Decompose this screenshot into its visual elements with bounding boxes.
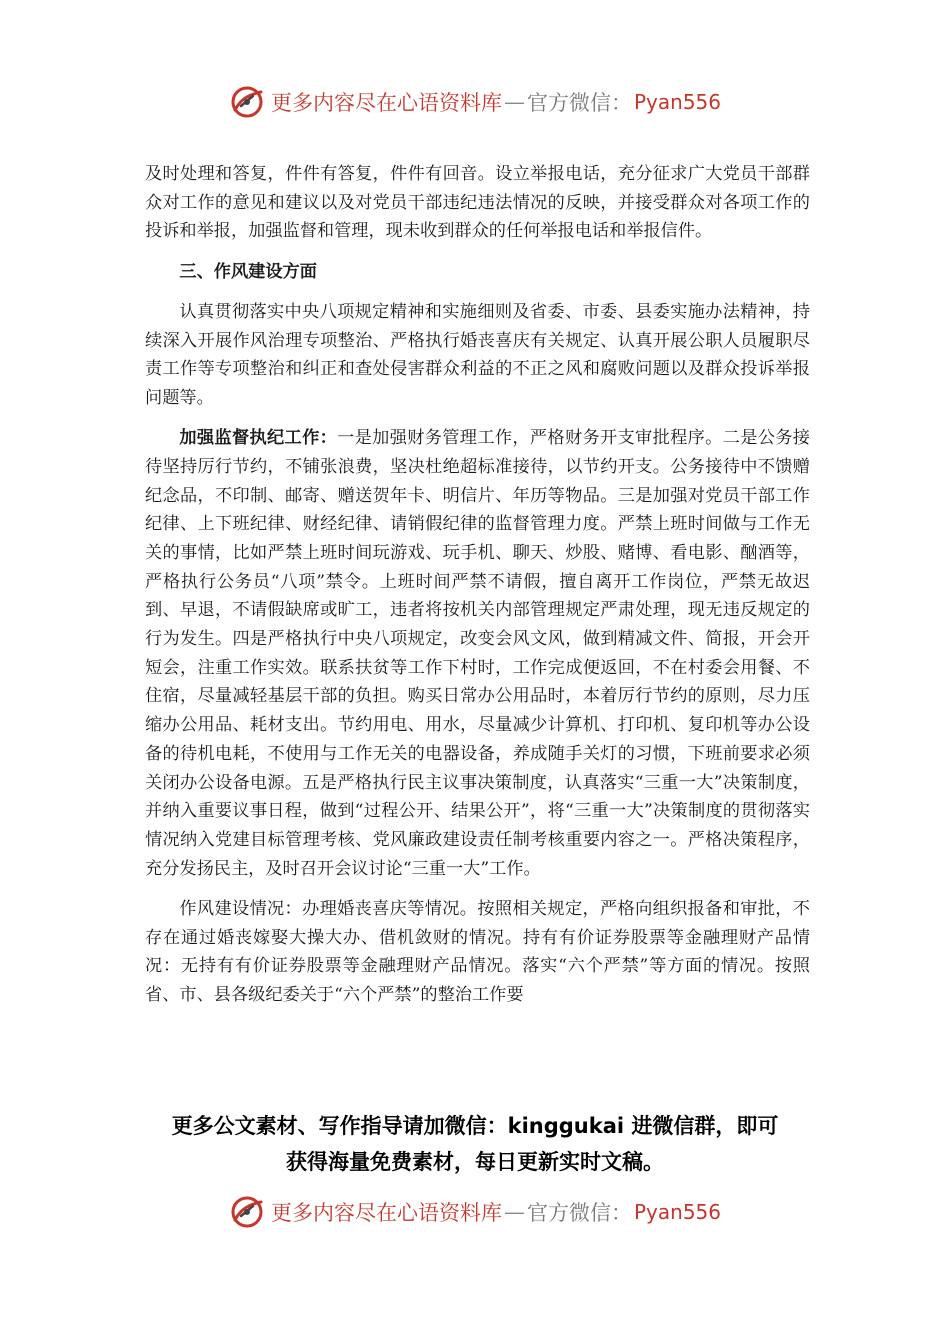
paragraph-2-lead: 加强监督执纪工作： xyxy=(179,428,338,449)
brand-logo-icon xyxy=(229,1194,265,1230)
footer-separator: — xyxy=(503,1200,525,1224)
paragraph-3: 作风建设情况：办理婚丧喜庆等情况。按照相关规定，严格向组织报备和审批，不存在通过婚丧嫁娶大操大办、借机敛财的情况。持有有价证券股票等金融理财产品情况：无持有有价证券股票等金融理财产品情况。落实“六个严禁”等方面的情况。按照省、市、县各级纪委关于“六个严禁”的整治工作要 xyxy=(145,898,810,1005)
paragraph-1: 认真贯彻落实中央八项规定精神和实施细则及省委、市委、县委实施办法精神，持续深入开展作风治理专项整治、严格执行婚丧喜庆有关规定、认真开展公职人员履职尽责工作等专项整治和纠正和查处侵害群众利益的不正之风和腐败问题以及群众投诉举报问题等。 xyxy=(145,301,810,408)
footer-wechat-id: Pyan556 xyxy=(633,1200,721,1224)
header-separator: — xyxy=(503,90,525,114)
paragraph-2-body: 一是加强财务管理工作，严格财务开支审批程序。二是公务接待坚持厉行节约，不铺张浪费，坚决杜绝超标准接待，以节约开支。公务接待中不馈赠纪念品，不印制、邮寄、赠送贺年卡、明信片、年历等物品。三是加强对党员干部工作纪律、上下班纪律、财经纪律、请销假纪律的监督管理力度。严禁上班时间做与工作无关的事情，比如严禁上班时间玩游戏、玩手机、聊天、炒股、赌博、看电影、酗酒等，严格执行公务员“八项”禁令。上班时间严禁不请假，擅自离开工作岗位，严禁无故迟到、早退，不请假缺席或旷工，违者将按机关内部管理规定严肃处理，现无违反规定的行为发生。四是严格执行中央八项规定，改变会风文风，做到精减文件、简报，开会开短会，注重工作实效。联系扶贫等工作下村时，工作完成便返回，不在村委会用餐、不住宿，尽量减轻基层干部的负担。购买日常办公用品时，本着厉行节约的原则，尽力压缩办公用品、耗材支出。节约用电、用水，尽量减少计算机、打印机、复印机等办公设备的待机电耗，不使用与工作无关的电器设备，养成随手关灯的习惯，下班前要求必须关闭办公设备电源。五是严格执行民主议事决策制度，认真落实“三重一大”决策制度，并纳入重要议事日程，做到“过程公开、结果公开”，将“三重一大”决策制度的贯彻落实情况纳入党建目标管理考核、党风廉政建设责任制考核重要内容之一。严格决策程序，充分发扬民主，及时召开会议讨论“三重一大”工作。 xyxy=(145,428,810,879)
section-heading: 三、作风建设方面 xyxy=(179,261,317,282)
paragraph-continuation: 及时处理和答复，件件有答复，件件有回音。设立举报电话，充分征求广大党员干部群众对工作的意见和建议以及对党员干部违纪违法情况的反映，并接受群众对各项工作的投诉和举报，加强监督和管理，现未收到群众的任何举报电话和举报信件。 xyxy=(145,164,810,242)
document-body xyxy=(145,160,810,1010)
header-wechat-id: Pyan556 xyxy=(633,90,721,114)
footer-watermark-banner xyxy=(0,1192,950,1232)
paragraph-2 xyxy=(145,424,810,883)
header-official-label: 官方微信： xyxy=(526,91,632,115)
promo-line-1: 更多公文素材、写作指导请加微信：kinggukai 进微信群，即可 xyxy=(171,1114,779,1138)
footer-brand-text: 更多内容尽在心语资料库 xyxy=(270,1201,502,1225)
brand-logo-icon xyxy=(229,84,265,120)
header-brand-text: 更多内容尽在心语资料库 xyxy=(270,91,502,115)
promo-line-2: 获得海量免费素材，每日更新实时文稿。 xyxy=(286,1150,664,1174)
footer-official-label: 官方微信： xyxy=(526,1201,632,1225)
header-watermark-banner xyxy=(0,82,950,122)
promo-notice xyxy=(100,1108,850,1180)
